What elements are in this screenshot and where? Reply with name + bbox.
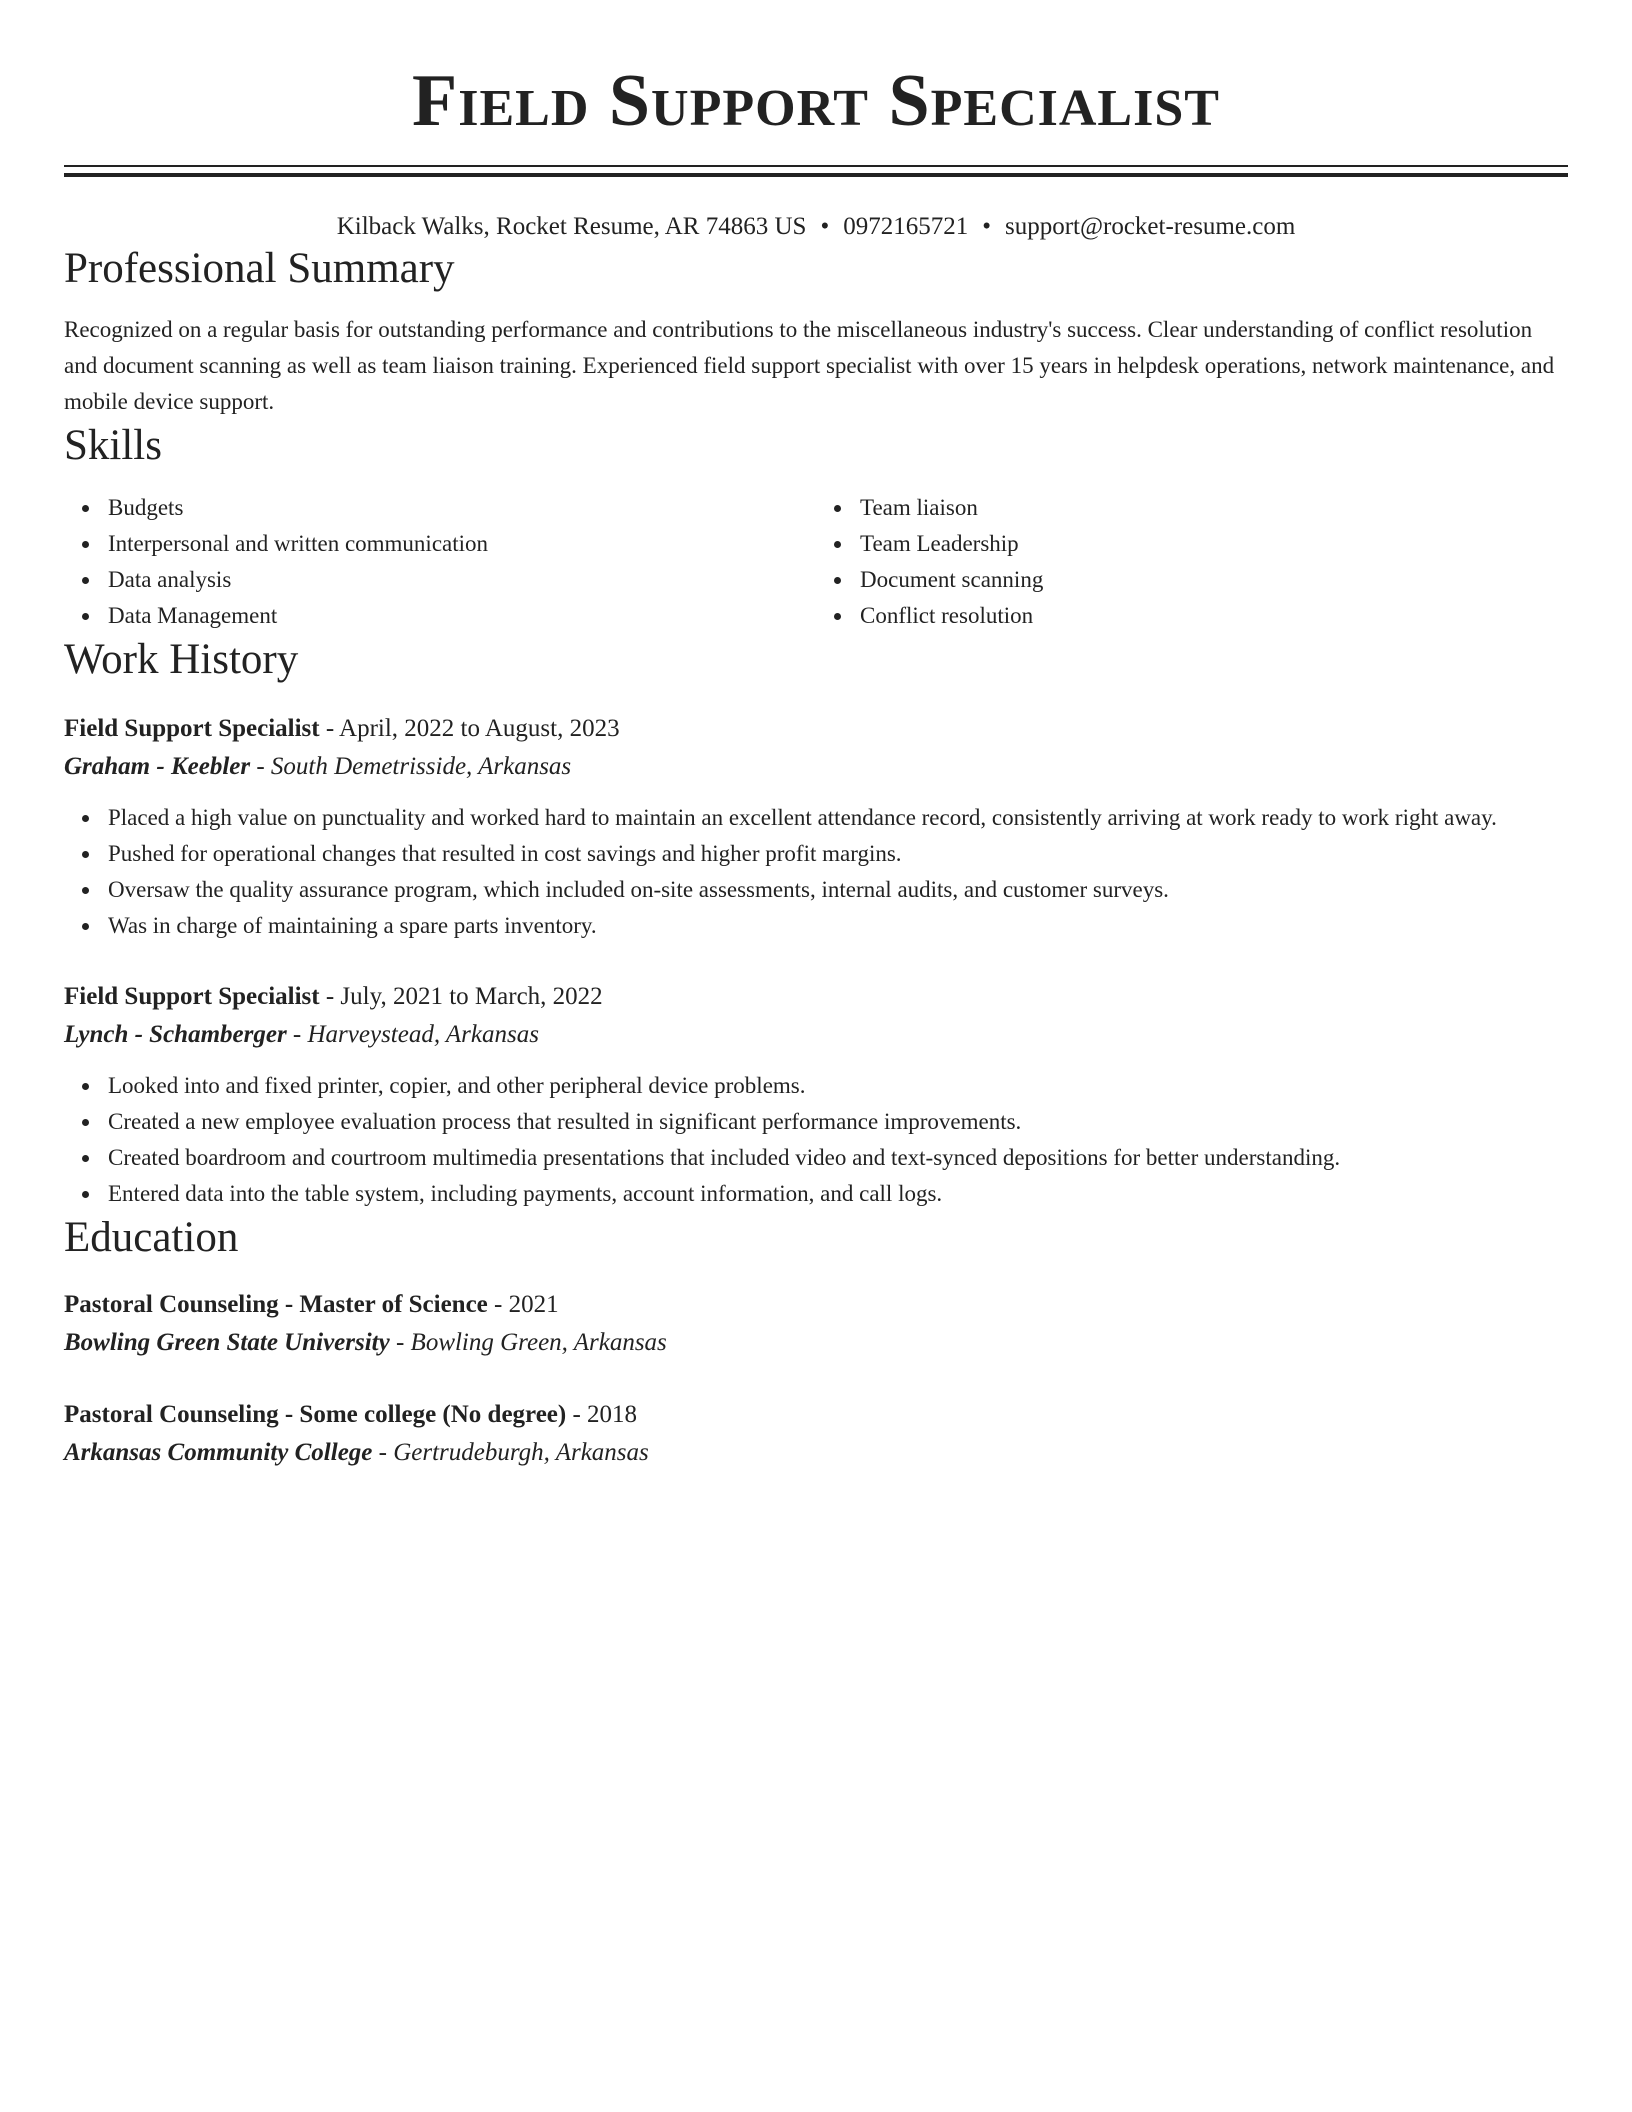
education-year: - 2021 <box>487 1291 559 1318</box>
duty-item: Placed a high value on punctuality and worked hard to maintain an excellent attendance record, consistently arriving at work ready to work right away. <box>108 800 1568 836</box>
duty-item: Oversaw the quality assurance program, which included on-site assessments, internal audits, and customer surveys. <box>108 872 1568 908</box>
skill-item: Data analysis <box>108 562 816 598</box>
duty-item: Entered data into the table system, including payments, account information, and call logs. <box>108 1176 1568 1212</box>
job-duties <box>64 800 1568 944</box>
skill-item: Team Leadership <box>860 526 1568 562</box>
education-entry <box>64 1396 1568 1472</box>
section-title-work-history: Work History <box>64 636 299 683</box>
header-divider-thick <box>64 173 1568 177</box>
job-dates: - July, 2021 to March, 2022 <box>319 983 603 1010</box>
skills-column-left <box>64 490 816 634</box>
education-location: - Bowling Green, Arkansas <box>389 1329 667 1356</box>
skill-item: Team liaison <box>860 490 1568 526</box>
job-heading <box>64 710 1568 748</box>
job-entry <box>64 710 1568 944</box>
job-company: Graham - Keebler <box>64 753 251 780</box>
duty-item: Looked into and fixed printer, copier, and other peripheral device problems. <box>108 1068 1568 1104</box>
contact-separator: • <box>820 213 830 240</box>
skill-item: Document scanning <box>860 562 1568 598</box>
education-heading <box>64 1286 1568 1324</box>
job-title: Field Support Specialist <box>64 715 320 742</box>
summary-text: Recognized on a regular basis for outstanding performance and contributions to the miscellaneous industry's success. Clear understanding of conflict resolution and document scanning as well as team liaison training. Experienced field support specialist with over 15 years in helpdesk operations, network maintenance, and mobile device support. <box>64 317 1555 414</box>
education-degree: Pastoral Counseling - Some college (No degree) <box>64 1401 567 1428</box>
candidate-name: Field Support Specialist <box>412 60 1220 142</box>
skill-item: Budgets <box>108 490 816 526</box>
skills-list <box>64 490 1568 634</box>
education-school-line <box>64 1324 1568 1362</box>
job-location: - South Demetrisside, Arkansas <box>250 753 572 780</box>
education-school-line <box>64 1434 1568 1472</box>
skill-item: Conflict resolution <box>860 598 1568 634</box>
duty-item: Was in charge of maintaining a spare parts inventory. <box>108 908 1568 944</box>
section-title-summary: Professional Summary <box>64 245 455 292</box>
job-company: Lynch - Schamberger <box>64 1021 287 1048</box>
section-title-education: Education <box>64 1214 239 1261</box>
skill-item: Interpersonal and written communication <box>108 526 816 562</box>
contact-email: support@rocket-resume.com <box>1004 213 1296 240</box>
header-divider-thin <box>64 165 1568 167</box>
education-degree: Pastoral Counseling - Master of Science <box>64 1291 488 1318</box>
education-year: - 2018 <box>566 1401 638 1428</box>
education-heading <box>64 1396 1568 1434</box>
contact-phone: 0972165721 <box>843 213 969 240</box>
job-entry <box>64 978 1568 1212</box>
job-title: Field Support Specialist <box>64 983 320 1010</box>
skill-item: Data Management <box>108 598 816 634</box>
education-location: - Gertrudeburgh, Arkansas <box>372 1439 649 1466</box>
job-duties <box>64 1068 1568 1212</box>
contact-line <box>64 211 1568 243</box>
job-heading <box>64 978 1568 1016</box>
job-dates: - April, 2022 to August, 2023 <box>319 715 620 742</box>
job-employer <box>64 1016 1568 1054</box>
duty-item: Pushed for operational changes that resulted in cost savings and higher profit margins. <box>108 836 1568 872</box>
duty-item: Created boardroom and courtroom multimedia presentations that included video and text-synced depositions for better understanding. <box>108 1140 1568 1176</box>
duty-item: Created a new employee evaluation process that resulted in significant performance improvements. <box>108 1104 1568 1140</box>
section-title-skills: Skills <box>64 422 162 469</box>
job-employer <box>64 748 1568 786</box>
job-location: - Harveystead, Arkansas <box>286 1021 539 1048</box>
contact-separator: • <box>982 213 991 240</box>
skills-column-right <box>816 490 1568 634</box>
education-school: Arkansas Community College <box>64 1439 373 1466</box>
contact-address: Kilback Walks, Rocket Resume, AR 74863 US <box>336 213 807 240</box>
education-entry <box>64 1286 1568 1362</box>
education-school: Bowling Green State University <box>64 1329 390 1356</box>
